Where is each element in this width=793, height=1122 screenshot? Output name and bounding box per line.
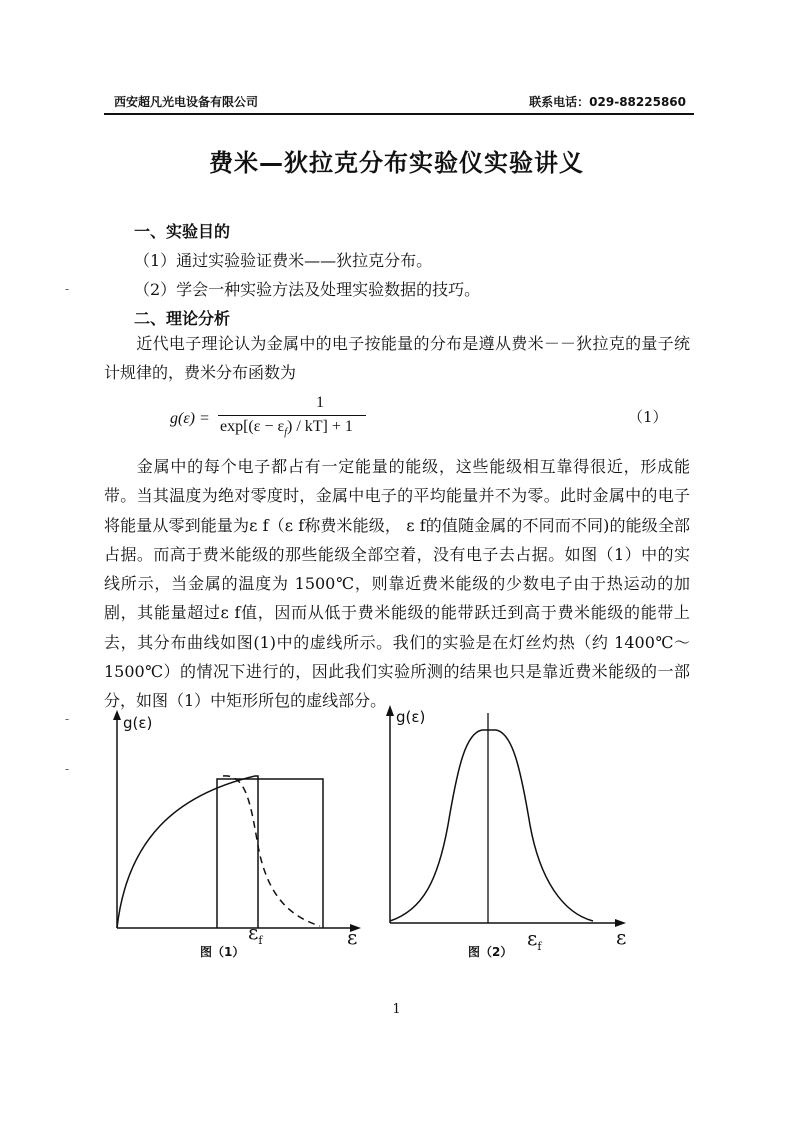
figure-1-x-label: ε: [347, 925, 358, 949]
figure-1-y-label: g(ε): [123, 714, 153, 732]
margin-mark: -: [65, 762, 70, 776]
figure-2-y-label: g(ε): [396, 708, 426, 726]
figure-2-caption: 图（2）: [468, 945, 513, 959]
figure-1-rectangle: [217, 779, 323, 928]
fraction-bar: [218, 415, 366, 416]
figure-1-solid-curve: [117, 776, 258, 928]
figure-1-dashed-curve: [223, 776, 320, 926]
figure-2-bell-curve: [390, 730, 593, 921]
margin-mark: -: [65, 282, 70, 296]
equation-number: （1）: [628, 408, 668, 426]
figure-2-x-label: ε: [616, 925, 627, 949]
theory-intro-paragraph: [104, 329, 690, 388]
contact-phone: 联系电话：029-88225860: [529, 95, 686, 109]
fermi-dirac-formula: [170, 394, 390, 448]
figure-1-graph: [105, 710, 365, 950]
figure-2-y-arrow: [386, 705, 394, 716]
document-title: 费米—狄拉克分布实验仪实验讲义: [209, 149, 584, 177]
header-rule: [104, 113, 694, 115]
figure-2-fermi-label: $\varepsilon_f$: [527, 926, 542, 953]
company-name: 西安超凡光电设备有限公司: [114, 95, 259, 109]
page-number: 1: [392, 1002, 401, 1017]
margin-mark: -: [65, 712, 70, 726]
theory-body-text: 金属中的每个电子都占有一定能量的能级，这些能级相互靠得很近，形成能带。当其温度为绝对零度时，金属中电子的平均能量并不为零。此时金属中的电子将能量从零到能量为ε f（ε f称费米能级， ε f的值随金属的不同而不同)的能级全部占据。而高于费米能级的那些能级全部空着，没有电子去占据。如图（1）中的实线所示，当金属的温度为 1500℃，则靠近费米能级的少数电子由于热运动的加剧，其能量超过ε f值，因而从低于费米能级的能带跃迁到高于费米能级的能带上去，其分布曲线如图(1)中的虚线所示。我们的实验是在灯丝灼热（约 1400℃～1500℃）的情况下进行的，因此我们实验所测的结果也只是靠近费米能级的一部分，如图（1）中矩形所包的虚线部分。: [104, 457, 690, 711]
section-2-heading: 二、理论分析: [134, 309, 231, 328]
objective-item-2: （2）学会一种实验方法及处理实验数据的技巧。: [134, 280, 481, 299]
section-1-heading: 一、实验目的: [134, 222, 231, 241]
formula-lhs: g(ε) =: [170, 410, 210, 427]
figure-1-caption: 图（1）: [200, 945, 245, 959]
page-header: [104, 91, 694, 113]
objective-item-1: （1）通过实验验证费米——狄拉克分布。: [134, 251, 433, 270]
theory-intro-text: 近代电子理论认为金属中的电子按能量的分布是遵从费米－－狄拉克的量子统计规律的，费米分布函数为: [104, 334, 690, 383]
figure-1-fermi-label: $\varepsilon_f$: [248, 920, 263, 947]
figure-1-y-arrow: [113, 710, 121, 720]
theory-body-paragraph: [104, 452, 690, 716]
formula-denominator: $\exp[(\varepsilon - \varepsilon_f) / kT] + 1$: [220, 418, 353, 439]
formula-numerator: 1: [316, 394, 324, 411]
figure-2-graph: [378, 705, 638, 945]
